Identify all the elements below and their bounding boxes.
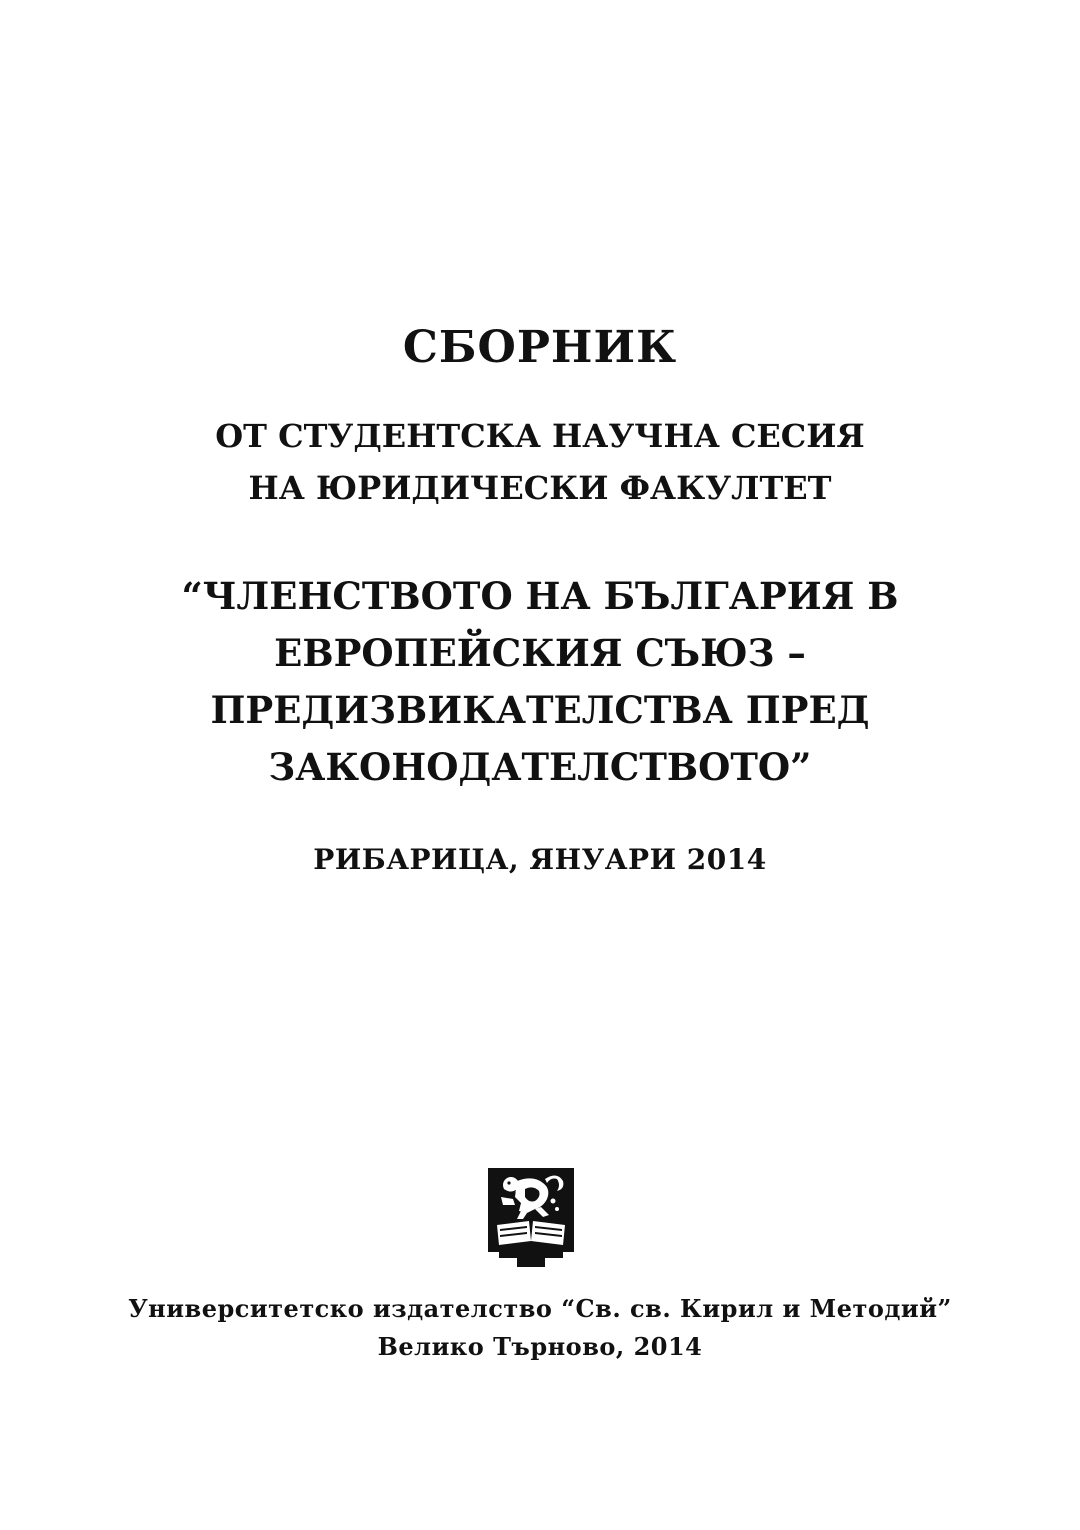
session-theme bbox=[0, 568, 1080, 796]
theme-line-4: ЗАКОНОДАТЕЛСТВОТО” bbox=[268, 745, 812, 789]
theme-line-2: ЕВРОПЕЙСКИЯ СЪЮЗ – bbox=[274, 631, 806, 675]
publisher-city-year: Велико Търново, 2014 bbox=[377, 1332, 703, 1361]
theme-line-1: “ЧЛЕНСТВОТО НА БЪЛГАРИЯ В bbox=[181, 574, 899, 618]
subtitle-line-2: НА ЮРИДИЧЕСКИ ФАКУЛТЕТ bbox=[248, 469, 832, 507]
publisher-lion-emblem-icon bbox=[487, 1167, 575, 1269]
page-title: СБОРНИК bbox=[402, 322, 678, 373]
session-subtitle bbox=[0, 410, 1080, 514]
theme-line-3: ПРЕДИЗВИКАТЕЛСТВА ПРЕД bbox=[210, 688, 870, 732]
place-and-date: РИБАРИЦА, ЯНУАРИ 2014 bbox=[313, 843, 767, 876]
publisher-name: Университетско издателство “Св. св. Кирил и Методий” bbox=[128, 1294, 952, 1323]
publisher-imprint bbox=[0, 1290, 1080, 1366]
subtitle-line-1: ОТ СТУДЕНТСКА НАУЧНА СЕСИЯ bbox=[215, 417, 865, 455]
